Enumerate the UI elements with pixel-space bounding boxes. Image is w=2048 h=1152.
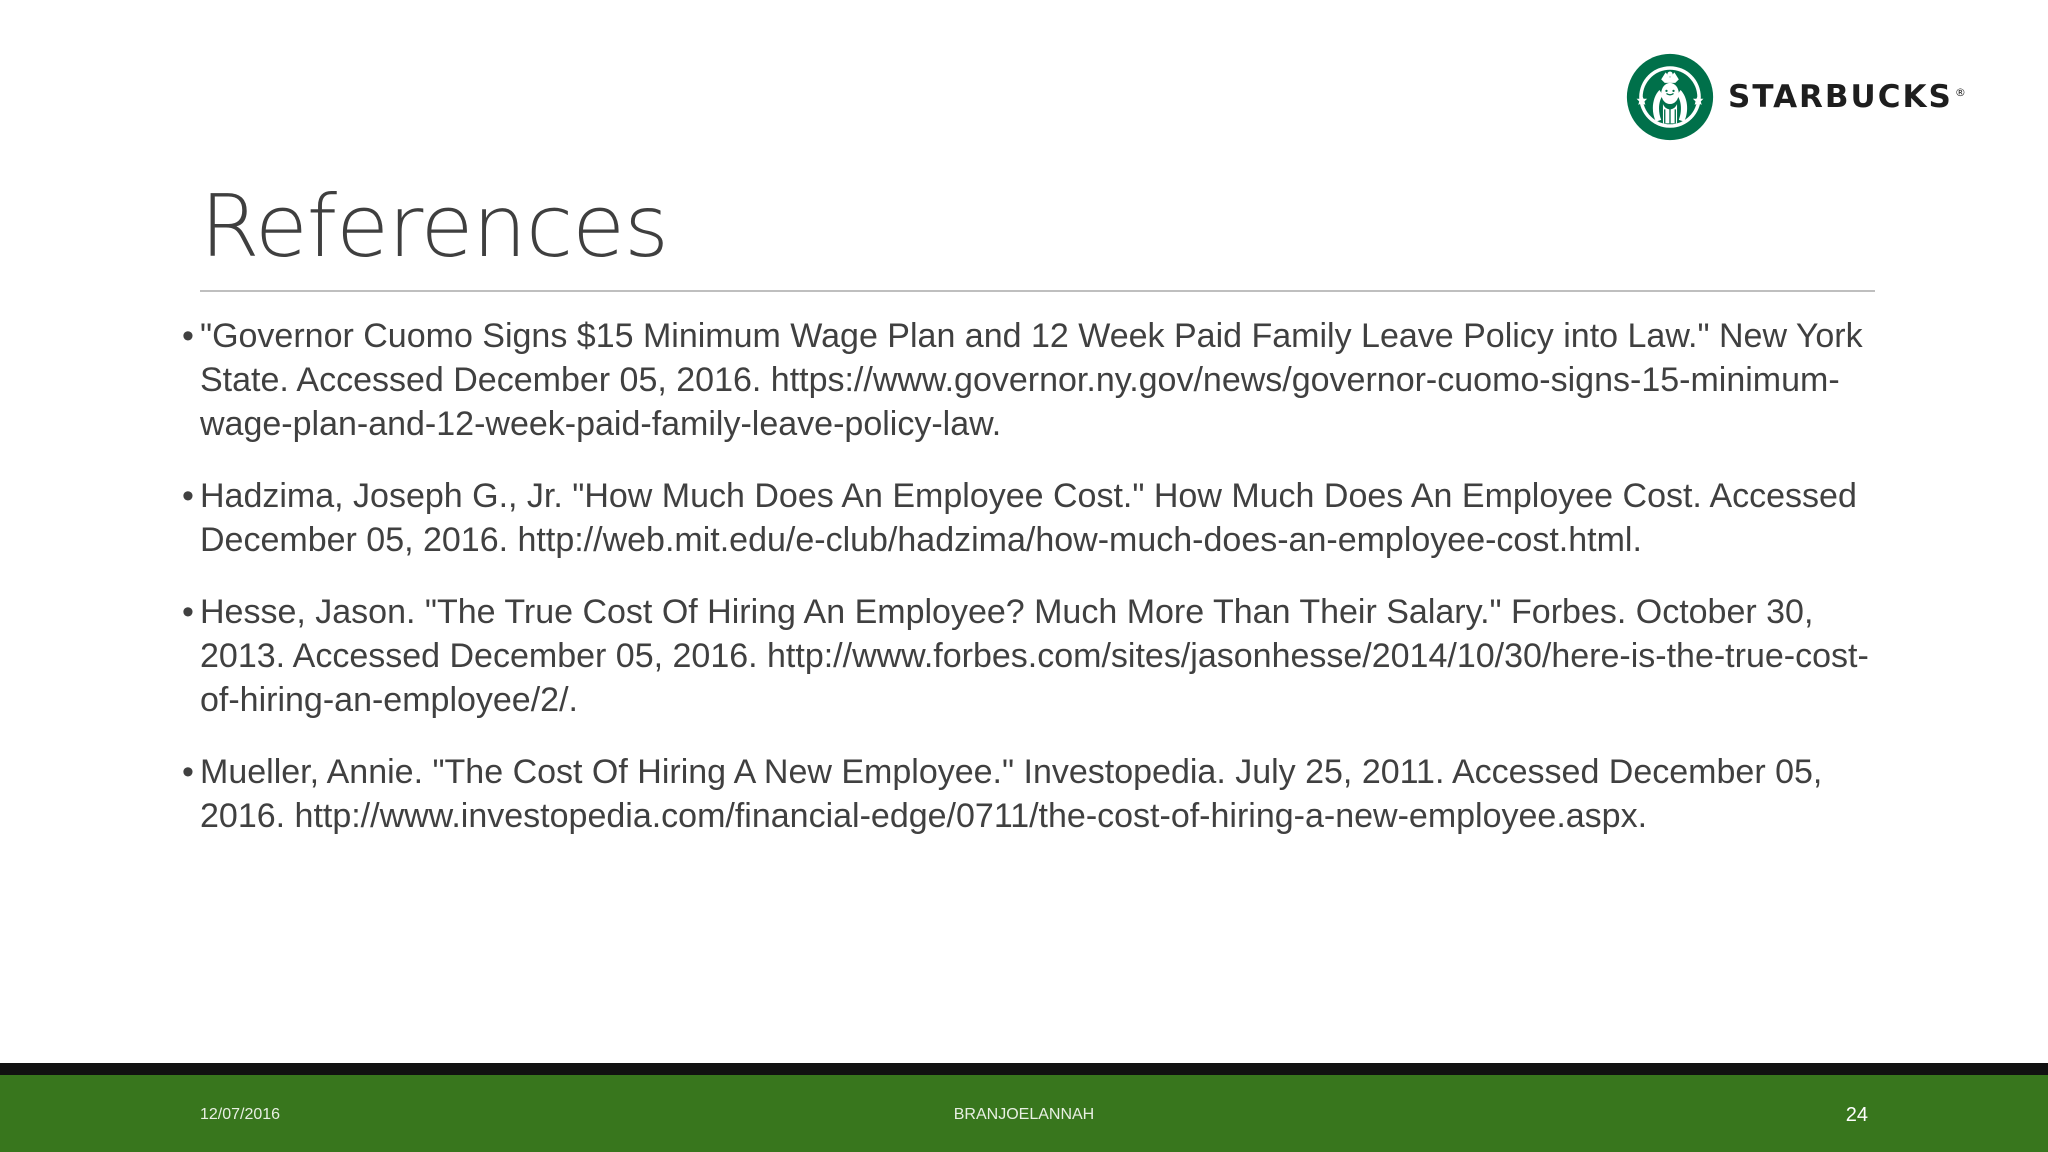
footer-author: BRANJOELANNAH bbox=[953, 1106, 1095, 1123]
reference-item bbox=[182, 314, 1882, 446]
slide-number: 24 bbox=[1845, 1104, 1868, 1126]
bullet: • bbox=[182, 593, 194, 631]
starbucks-logo bbox=[1626, 52, 1986, 142]
footer-dark-stripe bbox=[0, 1063, 2048, 1075]
footer-bar bbox=[0, 1075, 2048, 1152]
bullet: • bbox=[182, 753, 194, 791]
reference-text: "Governor Cuomo Signs $15 Minimum Wage Plan and 12 Week Paid Family Leave Policy into Law." New York State. Accessed December 05, 2016. https://www.governor.ny.gov/news/governor-cuomo-signs-15-minimum-wage-plan-and-12-week-paid-family-leave-policy-law. bbox=[200, 317, 1863, 443]
registered-mark: ® bbox=[1954, 85, 1966, 99]
reference-text: Hesse, Jason. "The True Cost Of Hiring An Employee? Much More Than Their Salary." Forbes. October 30, 2013. Accessed December 05, 2016. http://www.forbes.com/sites/jasonhesse/2014/10/30/here-is-the-true-cost-of-hiring-an-employee/2/. bbox=[200, 593, 1869, 719]
title-divider bbox=[200, 290, 1875, 292]
reference-item bbox=[182, 474, 1882, 562]
starbucks-siren-logo-icon bbox=[1626, 53, 1714, 141]
references-list bbox=[182, 314, 1882, 866]
bullet: • bbox=[182, 477, 194, 515]
bullet: • bbox=[182, 317, 194, 355]
footer-date: 12/07/2016 bbox=[200, 1106, 281, 1123]
reference-text: Mueller, Annie. "The Cost Of Hiring A New Employee." Investopedia. July 25, 2011. Accessed December 05, 2016. http://www.investopedia.com/financial-edge/0711/the-cost-of-hiring-a-new-employee.aspx. bbox=[200, 753, 1823, 835]
slide-title: References bbox=[200, 177, 668, 277]
reference-text: Hadzima, Joseph G., Jr. "How Much Does An Employee Cost." How Much Does An Employee Cost. Accessed December 05, 2016. http://web.mit.edu/e-club/hadzima/how-much-does-an-employee-cost.html. bbox=[200, 477, 1857, 559]
logo-wordmark: STARBUCKS ® bbox=[1728, 79, 1966, 115]
reference-item bbox=[182, 590, 1882, 722]
reference-item bbox=[182, 750, 1882, 838]
